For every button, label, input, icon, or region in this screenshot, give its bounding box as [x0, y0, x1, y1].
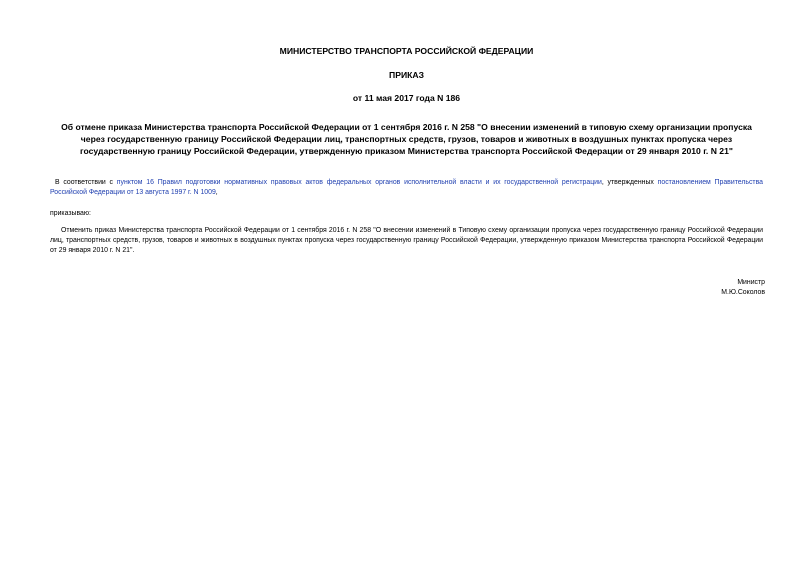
order-heading: ПРИКАЗ [389, 70, 424, 80]
ministry-name: МИНИСТЕРСТВО ТРАНСПОРТА РОССИЙСКОЙ ФЕДЕРАЦИИ [279, 46, 534, 56]
link-government-resolution[interactable]: постановлением Правительства Российской Федерации от 13 августа 1997 г. N 1009 [50, 179, 763, 196]
preamble-text-2: , утвержденных [601, 179, 658, 186]
preamble-text-1: В соответствии с [55, 179, 117, 186]
link-rules-point-16[interactable]: пунктом 16 Правил подготовки нормативных правовых актов федеральных органов исполнительной власти и их государственной регистрации [116, 179, 602, 186]
signature-block [721, 278, 765, 298]
preamble-text-3: , [215, 189, 218, 196]
order-date: от 11 мая 2017 года N 186 [352, 93, 461, 103]
signer-name: М.Ю.Соколов [721, 289, 765, 296]
orders-word: приказываю: [50, 210, 91, 217]
decision-paragraph: Отменить приказ Министерства транспорта Российской Федерации от 1 сентября 2016 г. N 258 "О внесении изменений в Типовую схему организации пропуска через государственную границу Российской Федерации лиц, транспортных средств, грузов, товаров и животных в воздушных пунктах пропуска через государственную границу Российской Федерации, утвержденную приказом Министерства транспорта Российской Федерации от 29 января 2010 г. N 21". [50, 226, 763, 254]
document-title: Об отмене приказа Министерства транспорта Российской Федерации от 1 сентября 2016 г. N 258 "О внесении изменений в типовую схему организации пропуска через государственную границу Российской Федерации лиц, транспортных средств, грузов, товаров и животных в воздушных пунктах пропуска через государственную границу Российской Федерации, утвержденную приказом Министерства транспорта Российской Федерации от 29 января 2010 г. N 21" [61, 122, 752, 156]
preamble-paragraph [50, 178, 763, 198]
signer-position: Министр [737, 279, 765, 286]
